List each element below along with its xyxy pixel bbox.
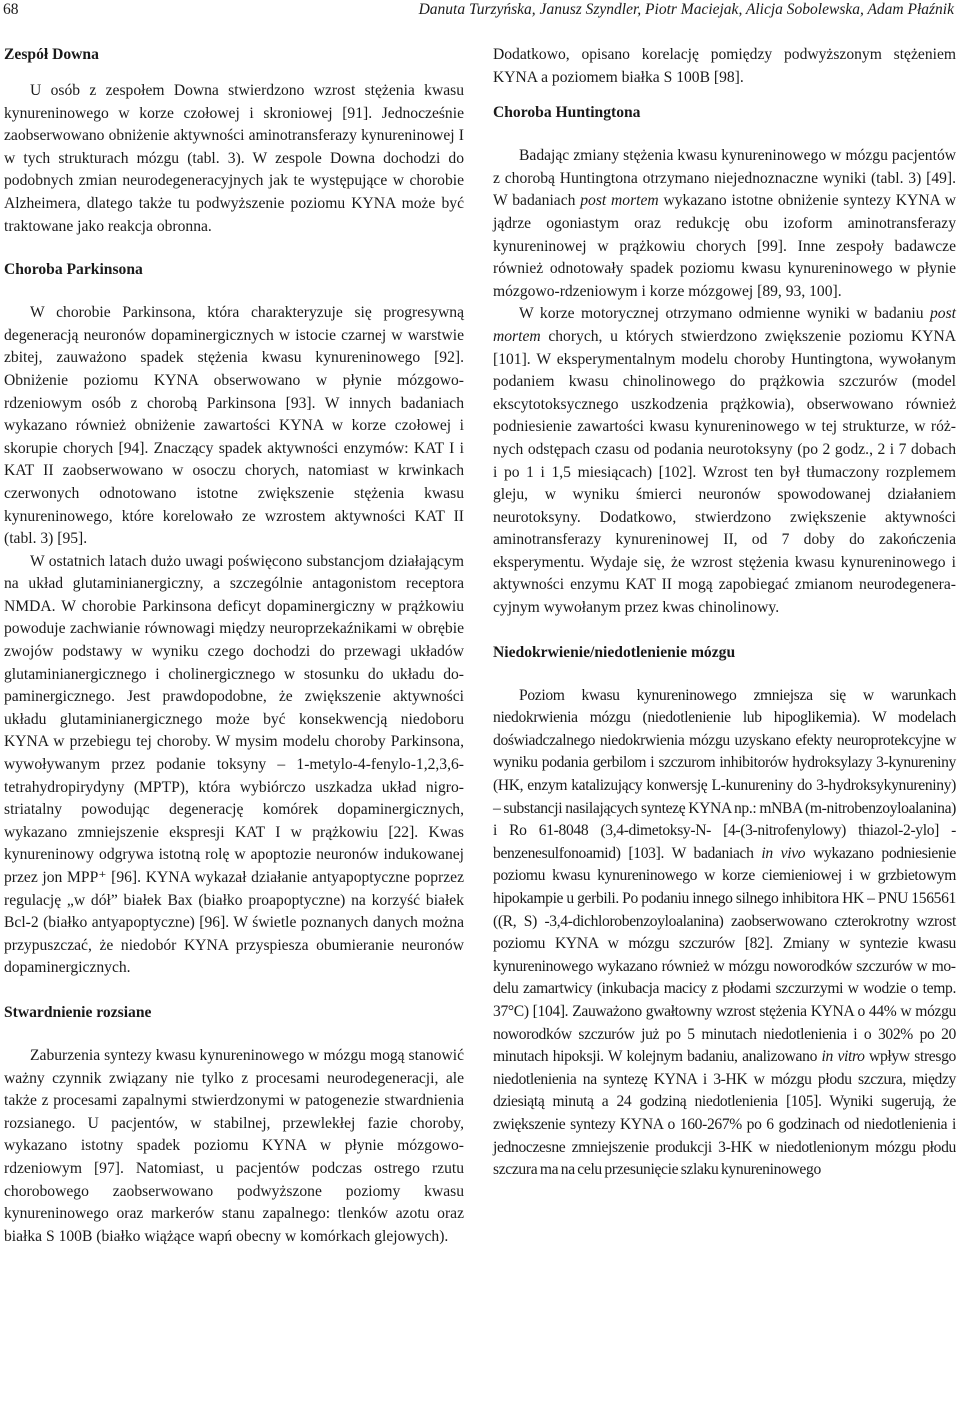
section-heading-ischemia: Niedokrwienie/niedotlenienie mózgu <box>493 643 736 661</box>
paragraph-ms-1: Zaburzenia syntezy kwasu kynureninowego w mózgu mogą stanowić ważny czynnik związany nie tylko z procesami neurodegeneracji, ale także z procesami zapalnymi stwierdzonymi w patogenezie stwardnienia rozsianego. U pacjentów, w stabilnej, przewlekłej fazie choroby, wykazano istotny spadek poziomu KYNA w płynie mózgowo-rdzeniowym [97]. Natomiast, u pacjentów podczas ostrego rzutu chorobowego zaobserwowano podwyższone poziomy kwasu kynureninowego oraz markerów stanu zapalnego: tlenków azotu oraz białka S 100B (białko wiążące wapń obecny w komórkach glejowych). <box>4 1046 464 1245</box>
section-heading-parkinson: Choroba Parkinsona <box>4 261 143 279</box>
text-run: W korze motorycznej otrzymano odmienne wyniki w badaniu <box>519 305 930 323</box>
section-heading-huntington: Choroba Huntingtona <box>493 104 641 122</box>
paragraph-huntington-2 <box>493 303 956 619</box>
text-run: Badając zmiany stężenia kwasu kynureninowego w mózgu pacjentów z chorobą Huntingtona otrzymano niejednoznaczne wyniki (tabl. 3) [49]. W badaniach <box>493 147 956 210</box>
left-column <box>4 44 464 1248</box>
text-run: chorych, u których stwierdzono zwiększenie poziomu KYNA [101]. W eksperymentalnym modelu choroby Huntingtona, wywołanym podaniem kwasu chinolinowego do prążkowia szczurów (model ekscytotoksycznego uszkodzenia prążkowia), obserwowano również podniesienie zawartości kwasu kynureninowego w tej strukturze, w różnych odstępach czasu od podania neurotoksyny (po 2 godz., 2 i 7 dobach i po 1 i 1,5 miesiącach) [102]. Wzrost ten był tłumaczony rozplemem gleju, w wyniku śmierci neuronów spowodowanej działaniem neurotoksyny. Dodatkowo, stwierdzono zwiększenie aktywności aminotransferazy kynureninowej II, od 7 doby do zakończenia eksperymentu. Wydaje się, że wzrost stężenia kwasu kynureninowego i aktywności enzymu KAT II mogą zapobiegać zmianom neurodegeneracyjnym wywołanym przez kwas chinolinowy. <box>493 327 956 617</box>
page-number: 68 <box>3 1 19 18</box>
text-run: wpływ stresgo niedotlenienia na syntezę KYNA i 3-HK w mózgu płodu szczura, między dziesiątą minutą a 24 godziną niedotlenienia [105]. Wyniki sugerują, że zwiększenie syntezy KYNA o 160-267% po 6 godzinach od niedotlenienia i jednoczesne zmniejszenie produkcji 3-HK w niedotlenionym mózgu płodu szczura ma na celu przesunięcie szlaku kynureninowego <box>493 1048 956 1179</box>
paragraph-down-1: U osób z zespołem Downa stwierdzono wzrost stężenia kwasu kynureninowego w korze czołowej i skroniowej [91]. Jednocześnie zaobserwowano obniżenie aktywności aminotransferazy kynureninowej I w tych strukturach mózgu (tabl. 3). W zespole Downa dochodzi do podobnych zmian neurodegeneracyjnych jak te występujące w chorobie Alzheimera, dlatego także tu podwyższenie poziomu KYNA może być traktowane jako reakcja obronna. <box>4 82 464 235</box>
right-column <box>493 44 956 1182</box>
running-head-authors: Danuta Turzyńska, Janusz Szyndler, Piotr Maciejak, Alicja Sobolewska, Adam Płaźnik <box>418 1 954 18</box>
section-heading-ms: Stwardnienie rozsiane <box>4 1003 152 1021</box>
page-header <box>0 0 960 22</box>
text-run: Poziom kwasu kynureninowego zmniejsza się w warunkach niedokrwienia mózgu (niedotlenienie lub hipoglikemia). W modelach doświadczalnego niedokrwienia mózgu uzyskano efekty neuroprotekcyjne w wyniku podania gerbilom i szczurom inhibitorów hydroksylazy 3-kynureniny (HK, enzym katalizujący konwersję L-kunureniny do 3-hydroksykynureniny) – substancji nasilających syntezę KYNA np.: mNBA (m-nitrobenzoyloalanina) i Ro 61-8048 (3,4-dimetoksy-N- [4-(3-nitrofenylowy) thiazol-2-ylo] -benzenesulfonoamid) [103]. W badaniach <box>493 686 956 862</box>
paragraph-huntington-1 <box>493 145 956 303</box>
italic-term: in vitro <box>821 1048 865 1066</box>
paragraph-ms-continued: Dodatkowo, opisano korelację pomiędzy podwyższonym stężeniem KYNA a poziomem białka S 100B [98]. <box>493 46 956 86</box>
italic-term: in vivo <box>761 844 806 862</box>
section-heading-down: Zespół Downa <box>4 46 99 63</box>
paragraph-parkinson-2: W ostatnich latach dużo uwagi poświęcono substancjom działającym na układ glutaminianergiczny, a szczególnie antagonistom receptora NMDA. W chorobie Parkinsona deficyt dopaminergiczny w prążkowiu powoduje zachwianie równowagi między neuroprzekaźnikami w obrębie zwojów podstawy w wyniku czego dochodzi do przewagi układów glutaminianergicznego i cholinergicznego w stosunku do układu dopaminergicznego. Jest prawdopodobne, że zwiększenie aktywności układu glutaminianergicznego może być konsekwencją niedoboru KYNA w przebiegu tej choroby. W mysim modelu choroby Parkinsona, wywoływanym przez podanie toksyny – 1-metylo-4-fenylo-1,2,3,6-tetrahydropirydyny (MPTP), która wybiórczo uszkadza układ nigro-striatalny powodując degenerację komórek dopaminergicznych, wykazano zmniejszenie ekspresji KAT I w prążkowiu [22]. Kwas kynureninowy odgrywa istotną rolę w apoptozie neuronów indukowanej przez jon MPP⁺ [96]. KYNA wykazał działanie antyapoptyczne poprzez regulację „w dół” białek Bax (białko proapoptyczne) na korzyść białek Bcl-2 (białko antyapoptyczne) [96]. W świetle poznanych danych można przypuszczać, że niedobór KYNA przyspiesza obumieranie neuronów dopaminergicznych. <box>4 552 464 977</box>
text-run: wykazano istotne obniżenie syntezy KYNA w jądrze ogoniastym oraz redukcję obu izoform aminotransferazy kynureninowej w prążkowiu chorych [99]. Inne zespoły badawcze również odnotowały spadek poziomu kwasu kynureninowego w płynie mózgowo-rdzeniowym i korze mózgowej [89, 93, 100]. <box>493 192 956 300</box>
text-run: wykazano podniesienie poziomu kwasu kynureninowego w korze ciemieniowej i w grzbietowym hipokampie u gerbili. Po podaniu innego silnego inhibitora HK – PNU 156561 ((R, S) -3,4-dichlorobenzoyloalanina) zaobserwowano czterokrotny wzrost poziomu KYNA w mózgu szczurów [82]. Zmiany w syntezie kwasu kynureninowego wykazano również w mózgu noworodków szczurów w modelu zamartwicy (inkubacja macicy z płodami szczurzymi w wodzie o temp. 37°C) [104]. Zauważono gwałtowny wzrost stężenia KYNA o 44% w mózgu noworodków szczurów już po 5 minutach niedotlenienia i o 302% po 20 minutach hipoksji. W kolejnym badaniu, analizowano <box>493 844 956 1066</box>
italic-term: post mortem <box>493 305 956 345</box>
italic-term: post mortem <box>580 192 659 210</box>
paragraph-ischemia-1 <box>493 685 956 1182</box>
paragraph-parkinson-1: W chorobie Parkinsona, która charakteryzuje się progresywną degeneracją neuronów dopaminergicznych w istocie czarnej w warstwie zbitej, zauważono spadek stężenia kwasu kynureninowego [92]. Obniżenie poziomu KYNA obserwowano w płynie mózgowo-rdzeniowym osób z chorobą Parkinsona [93]. W innych badaniach wykazano również obniżenie zawartości KYNA w korze czołowej i skorupie chorych [94]. Znaczący spadek aktywności enzymów: KAT I i KAT II zaobserwowano w osoczu chorych, natomiast w krwinkach czerwonych odnotowano istotne zwiększenie stężenia kwasu kynureninowego, które korelowało ze wzrostem aktywności KAT II (tabl. 3) [95]. <box>4 304 464 548</box>
